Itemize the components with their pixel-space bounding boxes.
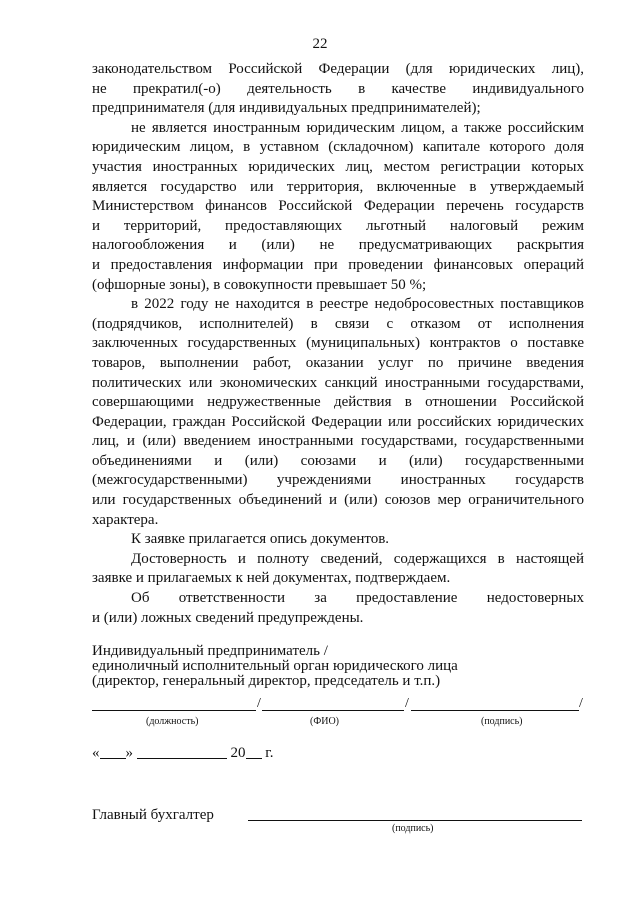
page-number: 22 [312,36,328,52]
text-line: К заявке прилагается опись документов. [131,531,390,548]
text-line: (подрядчиков, исполнителей) в связи с отказом от исполнения [92,315,584,332]
paragraph-accuracy [92,550,584,589]
text-line: заключенных государственных (муниципальных) контрактов о поставке [92,335,584,352]
paragraph-continuation [92,60,584,119]
signatory-line: Индивидуальный предприниматель / [92,643,328,659]
text-line: не является иностранным юридическим лицом, а также российским [131,119,584,136]
text-line: характера. [92,511,159,528]
signature-line[interactable] [411,710,579,711]
chief-accountant-label: Главный бухгалтер [92,807,214,823]
text-line: (межгосударственными) учреждениями иностранных государств [92,472,584,489]
paragraph-liability [92,589,584,628]
signatory-title [92,644,584,689]
text-line: законодательством Российской Федерации (для юридических лиц), [92,61,584,77]
text-line: является государство или территория, включенные в утверждаемый [92,178,584,195]
close-quote: » [125,745,133,761]
paragraph-not-foreign [92,119,584,295]
separator-slash: / [405,696,409,711]
year-blank[interactable] [246,744,262,759]
paragraph-registry-2022 [92,295,584,530]
text-line: Федерации, граждан Российской Федерации или российских юридических [92,413,584,430]
text-line: объединениями и (или) союзами и (или) государственными [92,452,584,469]
paragraph-attachment [92,530,584,550]
text-line: и территорий, предоставляющих льготный налоговый режим [92,217,584,234]
open-quote: « [92,745,100,761]
caption-position: (должность) [146,716,199,727]
separator-slash: / [579,696,583,711]
caption-signature: (подпись) [481,716,523,727]
signature-row [92,696,584,712]
text-line: юридическим лицом, в уставном (складочном) капитале которого доля [92,139,584,156]
body-text [92,60,584,628]
signatory-line: (директор, генеральный директор, председатель и т.п.) [92,673,441,689]
text-line: политических или экономических санкций иностранными государствами, [92,374,584,391]
day-blank[interactable] [100,744,126,759]
position-line[interactable] [92,710,256,711]
text-line: Министерством финансов Российской Федерации перечень государств [92,198,584,215]
year-suffix: г. [265,745,274,761]
name-line[interactable] [262,710,404,711]
date-row [92,744,273,762]
text-line: Об ответственности за предоставление недостоверных [131,590,584,607]
text-line: не прекратил(-о) деятельность в качестве индивидуального [92,80,584,97]
text-line: и (или) ложных сведений предупреждены. [92,609,364,626]
text-line: и предоставления информации при проведении финансовых операций [92,256,584,273]
chief-accountant-signature-line[interactable] [248,820,582,821]
text-line: в 2022 году не находится в реестре недобросовестных поставщиков [131,296,584,313]
text-line: налогообложения и (или) не предусматривающих раскрытия [92,237,584,254]
text-line: товаров, выполнении работ, оказании услуг по причине введения [92,354,584,371]
text-line: участия иностранных юридических лиц, местом регистрации которых [92,158,584,175]
text-line: предпринимателя (для индивидуальных предпринимателей); [92,100,481,117]
separator-slash: / [257,696,261,711]
text-line: лиц, и (или) введением иностранными государствами, государственными [92,433,584,450]
text-line: Достоверность и полноту сведений, содержащихся в настоящей [131,550,584,567]
caption-name: (ФИО) [310,716,340,727]
year-prefix: 20 [230,745,246,761]
text-line: совершающими недружественные действия в отношении Российской [92,394,584,411]
month-blank[interactable] [137,744,227,759]
text-line: заявке и прилагаемых к ней документах, подтверждаем. [92,570,451,587]
text-line: (офшорные зоны), в совокупности превышает 50 %; [92,276,427,293]
chief-accountant-caption: (подпись) [392,823,434,834]
text-line: или государственных объединений и (или) союзов мер ограничительного [92,492,584,509]
signatory-line: единоличный исполнительный орган юридического лица [92,658,458,674]
